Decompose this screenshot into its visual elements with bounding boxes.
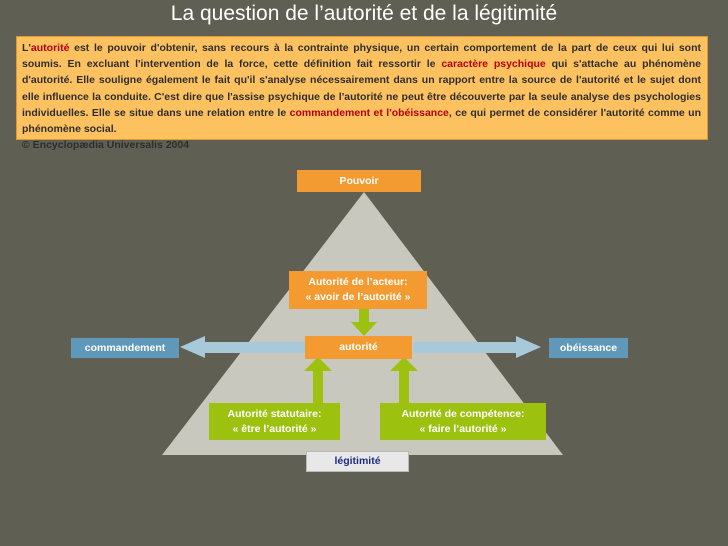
competence-authority-line1: Autorité de compétence: — [401, 407, 525, 420]
definition-text: , ce qui permet de considérer l'autorité comme un phénomène social. — [22, 106, 701, 136]
statutory-authority-line2: « être l’autorité » — [232, 422, 317, 435]
highlight-autorite: autorité — [30, 42, 70, 54]
page-title: La question de l’autorité et de la légitimité — [170, 2, 558, 25]
competence-authority-line2: « faire l’autorité » — [419, 422, 507, 435]
autorite-box: autorité — [305, 336, 412, 359]
definition-text: L' — [22, 42, 31, 54]
obeissance-box: obéissance — [549, 338, 628, 358]
commandement-box: commandement — [71, 338, 179, 358]
statutory-authority-box — [209, 403, 340, 440]
competence-authority-box — [380, 403, 546, 440]
statutory-authority-line1: Autorité statutaire: — [227, 407, 322, 420]
definition-source: © Encyclopædia Universalis 2004 — [22, 139, 190, 152]
legitimite-box: légitimité — [306, 451, 409, 472]
actor-authority-box — [289, 271, 427, 309]
definition-text: qui s'attache au phénomène d'autorité. Elle souligne également le fait qu'il s'analyse nécessairement dans un rapport entre la source de l'autorité et le sujet dont elle influence la conduite. C'est dire que l'assise psychique de l'autorité ne peut être découverte par la seule analyse des psychologies individuelles. Elle se situe dans une relation entre le — [22, 58, 702, 119]
pouvoir-box: Pouvoir — [297, 170, 421, 192]
definition-text: est le pouvoir d'obtenir, sans recours à la contrainte physique, un certain comportement de la part de ceux qui lui sont soumis. En excluant l'intervention de la force, cette définition fait ressortir le — [22, 42, 701, 71]
highlight-caractere-psychique: caractère psychique — [441, 58, 546, 71]
highlight-commandement-obeissance: commandement et l'obéissance — [289, 106, 449, 119]
actor-authority-line1: Autorité de l’acteur: — [308, 276, 408, 288]
actor-authority-line2: « avoir de l’autorité » — [305, 291, 411, 303]
